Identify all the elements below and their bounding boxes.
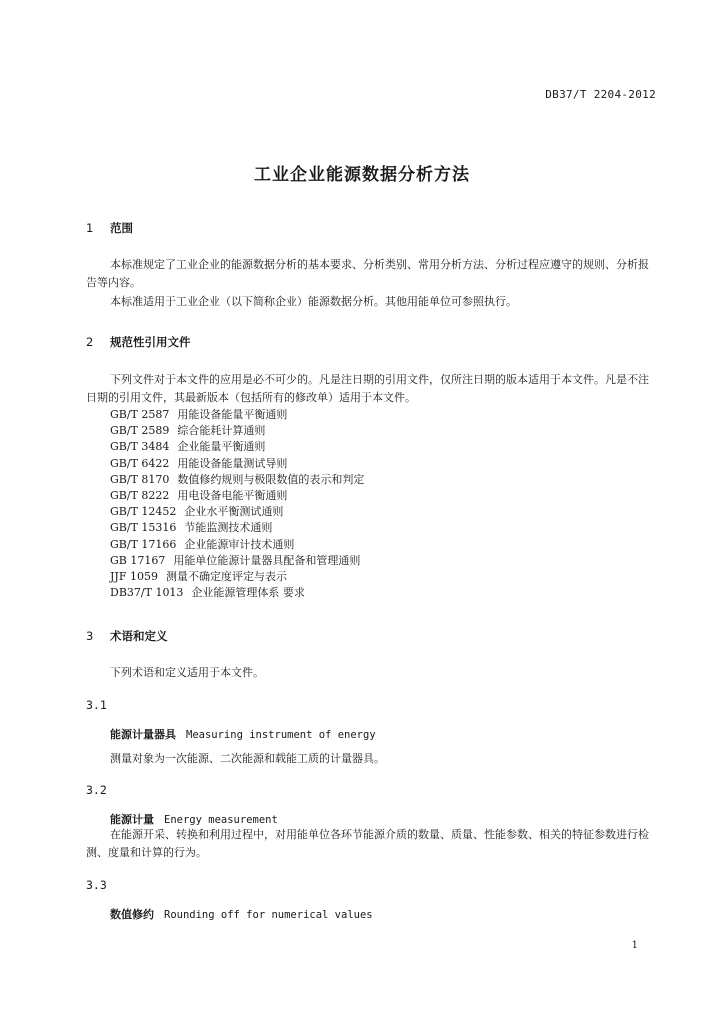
- term-entry: [110, 726, 376, 742]
- term-english: Energy measurement: [164, 814, 278, 826]
- reference-name: 用电设备电能平衡通则: [177, 489, 288, 503]
- section-title: 范围: [110, 221, 134, 235]
- reference-item: [110, 488, 364, 504]
- reference-name: 用能设备能量平衡通则: [177, 408, 288, 421]
- term-entry: [110, 906, 373, 922]
- reference-code: GB/T 12452: [110, 505, 177, 519]
- page-number: 1: [631, 940, 638, 951]
- terms-intro: 下列术语和定义适用于本文件。: [110, 666, 264, 679]
- reference-code: GB/T 3484: [110, 440, 170, 454]
- section-heading-scope: [86, 220, 133, 236]
- reference-code: JJF 1059: [110, 570, 158, 584]
- section-number: 2: [86, 335, 94, 349]
- reference-name: 数值修约规则与极限数值的表示和判定: [177, 472, 365, 486]
- section-title: 规范性引用文件: [110, 335, 191, 349]
- normative-intro-paragraph: 下列文件对于本文件的应用是必不可少的。凡是注日期的引用文件，仅所注日期的版本适用于本文件。凡是不注日期的引用文件，其最新版本（包括所有的修改单）适用于本文件。: [86, 373, 649, 404]
- reference-name: 用能单位能源计量器具配备和管理通则: [173, 553, 361, 567]
- reference-item: [110, 456, 364, 472]
- reference-name: 企业能量平衡通则: [177, 440, 266, 454]
- standard-code: DB37/T 2204-2012: [545, 88, 656, 101]
- reference-code: GB 17167: [110, 553, 166, 567]
- reference-list: [110, 407, 364, 601]
- reference-item: [110, 423, 364, 439]
- reference-item: [110, 553, 364, 569]
- term-chinese: 数值修约: [110, 908, 154, 921]
- term-definition: 在能源开采、转换和利用过程中，对用能单位各环节能源介质的数量、质量、性能参数、相关的特征参数进行检测、度量和计算的行为。: [86, 828, 649, 859]
- reference-code: GB/T 2589: [110, 424, 170, 438]
- subclause-number: 3.3: [86, 878, 107, 892]
- reference-name: 用能设备能量测试导则: [177, 456, 288, 470]
- section-title: 术语和定义: [110, 629, 168, 643]
- term-definition: 测量对象为一次能源、二次能源和载能工质的计量器具。: [110, 752, 385, 765]
- reference-item: [110, 537, 364, 553]
- document-title: 工业企业能源数据分析方法: [254, 165, 470, 185]
- reference-item: [110, 504, 364, 520]
- term-english: Rounding off for numerical values: [164, 909, 373, 921]
- reference-name: 综合能耗计算通则: [177, 424, 266, 438]
- reference-item: [110, 569, 364, 585]
- scope-paragraph-2: 本标准适用于工业企业（以下简称企业）能源数据分析。其他用能单位可参照执行。: [110, 295, 517, 308]
- reference-item: [110, 472, 364, 488]
- term-entry: [110, 811, 278, 827]
- reference-name: 节能监测技术通则: [184, 521, 273, 535]
- reference-item: [110, 520, 364, 536]
- term-english: Measuring instrument of energy: [186, 729, 376, 741]
- reference-code: GB/T 2587: [110, 408, 170, 421]
- subclause-number: 3.1: [86, 698, 107, 712]
- reference-code: GB/T 8222: [110, 489, 170, 503]
- reference-code: GB/T 8170: [110, 472, 170, 486]
- section-heading-terms-definitions: [86, 628, 168, 644]
- reference-code: GB/T 6422: [110, 456, 170, 470]
- reference-code: GB/T 17166: [110, 537, 177, 551]
- reference-item: [110, 439, 364, 455]
- section-heading-normative-references: [86, 334, 191, 350]
- reference-name: 企业能源管理体系 要求: [191, 586, 305, 600]
- reference-name: 测量不确定度评定与表示: [165, 570, 287, 584]
- scope-paragraph-1: 本标准规定了工业企业的能源数据分析的基本要求、分析类别、常用分析方法、分析过程应遵守的规则、分析报告等内容。: [86, 258, 649, 289]
- reference-item: [110, 585, 364, 601]
- reference-name: 企业水平衡测试通则: [184, 505, 284, 519]
- reference-item: [110, 407, 364, 423]
- section-number: 1: [86, 221, 94, 235]
- reference-code: GB/T 15316: [110, 521, 177, 535]
- reference-name: 企业能源审计技术通则: [184, 537, 295, 551]
- term-chinese: 能源计量: [110, 813, 154, 826]
- section-number: 3: [86, 629, 94, 643]
- reference-code: DB37/T 1013: [110, 586, 184, 600]
- term-chinese: 能源计量器具: [110, 728, 176, 741]
- subclause-number: 3.2: [86, 783, 107, 797]
